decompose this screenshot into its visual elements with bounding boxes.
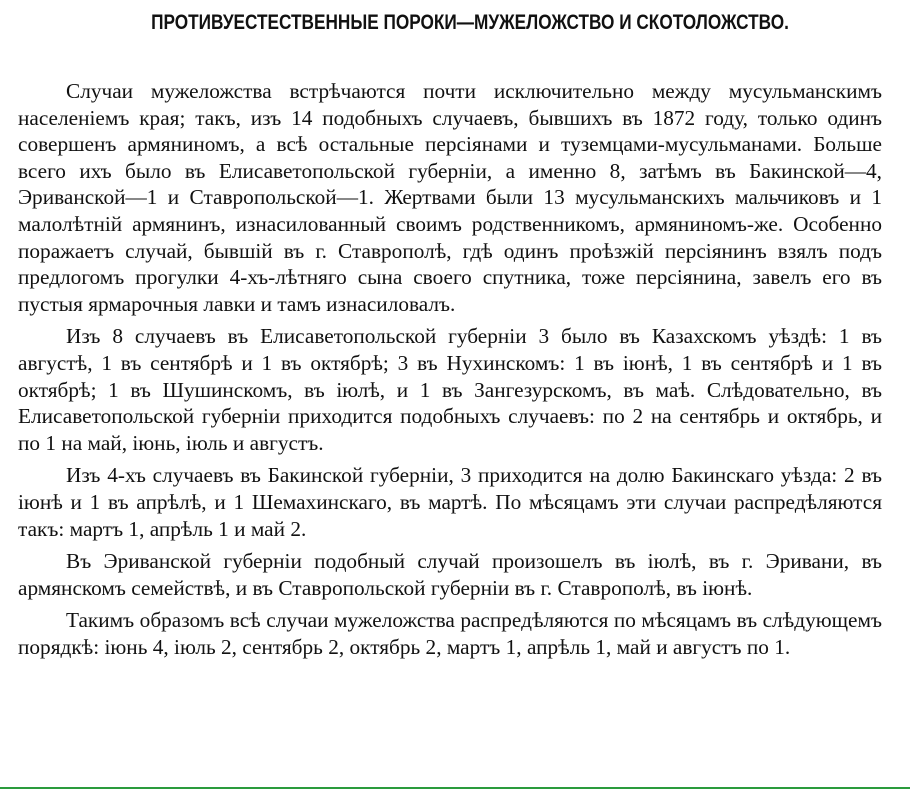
document-body [18, 78, 882, 660]
page-title: ПРОТИВУЕСТЕСТВЕННЫЕ ПОРОКИ—МУЖЕЛОЖСТВО И СКОТОЛОЖСТВО. [151, 11, 789, 34]
paragraph-5: Такимъ образомъ всѣ случаи мужеложства распредѣляются по мѣсяцамъ въ слѣдующемъ порядкѣ: іюнь 4, іюль 2, сентябрь 2, октябрь 2, мартъ 1, апрѣль 1, май и августъ по 1. [18, 608, 882, 659]
paragraph-1: Случаи мужеложства встрѣчаются почти исключительно между мусульманскимъ населеніемъ края; такъ, изъ 14 подобныхъ случаевъ, бывшихъ въ 1872 году, только одинъ совершенъ армяниномъ, а всѣ остальные персіянами и туземцами-мусульманами. Больше всего ихъ было въ Елисаветопольской губерніи, а именно 8, затѣмъ въ Бакинской—4, Эриванской—1 и Ставропольской—1. Жертвами были 13 мусульманскихъ мальчиковъ и 1 малолѣтній армянинъ, изнасилованный своимъ родственникомъ, армяниномъ-же. Особенно поражаетъ случай, бывшій въ г. Ставрополѣ, гдѣ одинъ проѣзжій персіянинъ взялъ подъ предлогомъ прогулки 4-хъ-лѣтняго сына своего спутника, тоже персіянина, завелъ его въ пустыя ярмарочныя лавки и тамъ изнасиловалъ. [18, 79, 882, 316]
paragraph-3: Изъ 4-хъ случаевъ въ Бакинской губерніи, 3 приходится на долю Бакинскаго уѣзда: 2 въ іюнѣ и 1 въ апрѣлѣ, и 1 Шемахинскаго, въ мартѣ. По мѣсяцамъ эти случаи распредѣляются такъ: мартъ 1, апрѣль 1 и май 2. [18, 463, 882, 541]
paragraph-2: Изъ 8 случаевъ въ Елисаветопольской губерніи 3 было въ Казахскомъ уѣздѣ: 1 въ августѣ, 1 въ сентябрѣ и 1 въ октябрѣ; 3 въ Нухинскомъ: 1 въ іюнѣ, 1 въ сентябрѣ и 1 въ октябрѣ; 1 въ Шушинскомъ, въ іюлѣ, и 1 въ Зангезурскомъ, въ маѣ. Слѣдовательно, въ Елисаветопольской губерніи приходится подобныхъ случаевъ: по 2 на сентябрь и октябрь, и по 1 на май, іюнь, іюль и августъ. [18, 324, 882, 455]
paragraph-4: Въ Эриванской губерніи подобный случай произошелъ въ іюлѣ, въ г. Эривани, въ армянскомъ семействѣ, и въ Ставропольской губерніи въ г. Ставрополѣ, въ іюнѣ. [18, 549, 882, 600]
